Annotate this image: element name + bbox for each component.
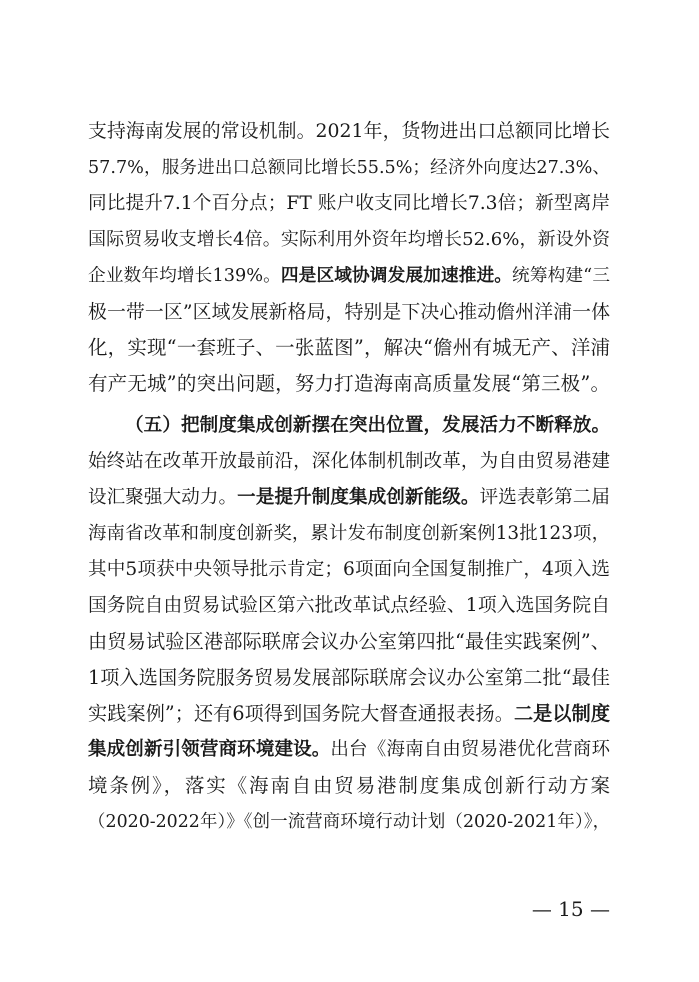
text-line-1 xyxy=(88,114,610,150)
text-line-18 xyxy=(88,732,610,768)
text-run: 其中5项获中央领导批示肯定；6项面向全国复制推广，4项入选 xyxy=(88,559,610,580)
bold-text-run: 四是区域协调发展加速推进。 xyxy=(280,265,513,286)
text-run: 海南省改革和制度创新奖，累计发布制度创新案例13批123项， xyxy=(88,523,610,544)
text-line-6 xyxy=(88,294,610,330)
text-run: 极一带一区”区域发展新格局，特别是下决心推动儋州洋浦一体 xyxy=(88,301,610,323)
text-line-19 xyxy=(88,768,610,804)
text-line-7 xyxy=(88,330,610,366)
text-line-2 xyxy=(88,150,610,186)
text-line-17 xyxy=(88,696,610,732)
text-run: 有产无城”的突出问题，努力打造海南高质量发展“第三极”。 xyxy=(88,372,610,395)
text-run: 国务院自由贸易试验区第六批改革试点经验、1项入选国务院自 xyxy=(88,595,610,616)
text-line-12 xyxy=(88,516,610,552)
bold-text-run: 二是以制度 xyxy=(513,702,610,725)
text-run: 1项入选国务院服务贸易发展部际联席会议办公室第二批“最佳 xyxy=(88,666,610,689)
text-run: （2020-2022年）》《创一流营商环境行动计划（2020-2021年）》， xyxy=(88,812,610,832)
section-heading xyxy=(125,408,610,444)
text-run: 评选表彰第二届 xyxy=(479,487,610,508)
text-line-14 xyxy=(88,588,610,624)
text-line-15 xyxy=(88,624,610,660)
text-run: 企业数年均增长139%。 xyxy=(88,266,281,286)
text-line-11 xyxy=(88,480,610,516)
text-line-10 xyxy=(88,444,610,480)
text-run: 化，实现“一套班子、一张蓝图”，解决“儋州有城无产、洋浦 xyxy=(88,336,610,359)
text-run: 实践案例”；还有6项得到国务院大督查通报表扬。 xyxy=(88,702,514,725)
text-run: 国际贸易收支增长4倍。实际利用外资年均增长52.6%，新设外资 xyxy=(88,229,610,250)
text-run: 支持海南发展的常设机制。2021年，货物进出口总额同比增长 xyxy=(88,121,610,142)
bold-text-run: 一是提升制度集成创新能级。 xyxy=(237,487,480,508)
text-line-13 xyxy=(88,552,610,588)
page-number: — 15 — xyxy=(531,897,610,921)
text-run: 设汇聚强大动力。 xyxy=(88,487,238,508)
text-run: 统筹构建“三 xyxy=(512,266,610,286)
text-line-20 xyxy=(88,804,610,840)
text-line-16 xyxy=(88,660,610,696)
text-run: 出台《海南自由贸易港优化营商环 xyxy=(330,739,610,760)
text-line-5 xyxy=(88,258,610,294)
text-run: 同比提升7.1个百分点；FT 账户收支同比增长7.3倍；新型离岸 xyxy=(88,193,610,214)
text-run: 境条例》，落实《海南自由贸易港制度集成创新行动方案 xyxy=(88,774,610,797)
text-run: 始终站在改革开放最前沿，深化体制机制改革，为自由贸易港建 xyxy=(88,451,610,472)
text-run: 57.7%，服务进出口总额同比增长55.5%；经济外向度达27.3%、 xyxy=(88,158,610,178)
text-line-3 xyxy=(88,186,610,222)
bold-text-run: 集成创新引领营商环境建设。 xyxy=(88,739,331,760)
text-run: 由贸易试验区港部际联席会议办公室第四批“最佳实践案例”、 xyxy=(88,630,610,653)
text-line-8 xyxy=(88,366,610,402)
heading-text: （五）把制度集成创新摆在突出位置，发展活力不断释放。 xyxy=(125,415,610,436)
text-line-4 xyxy=(88,222,610,258)
